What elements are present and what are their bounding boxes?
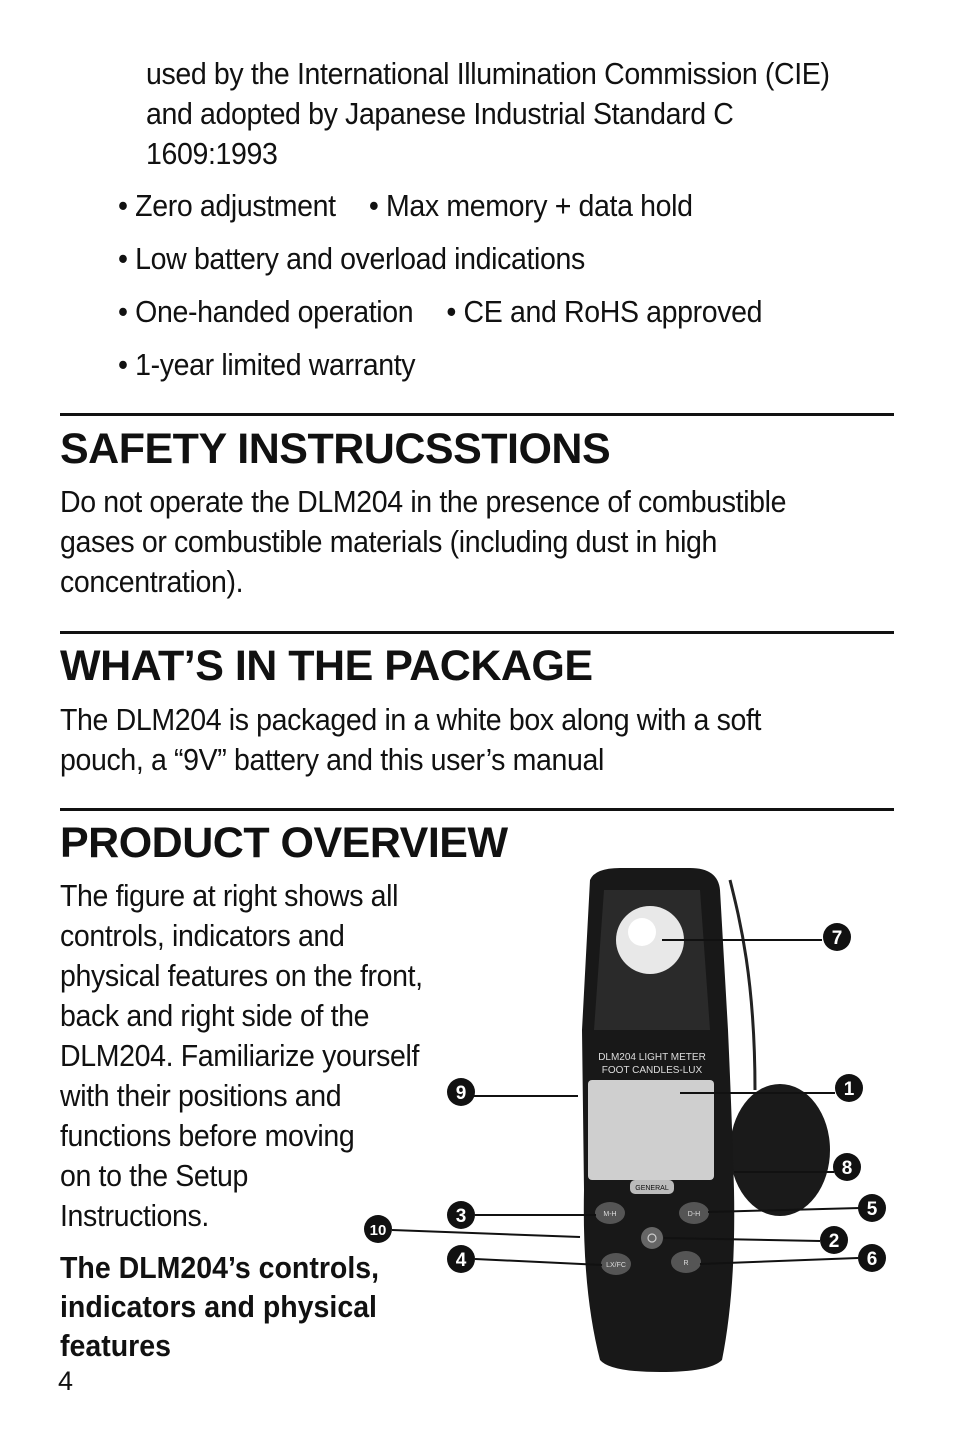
bullet-item: • One-handed operation xyxy=(118,294,414,329)
safety-line: Do not operate the DLM204 in the presence of combustible xyxy=(60,484,787,519)
package-paragraph xyxy=(60,700,870,780)
callout-6-label: 6 xyxy=(866,1249,878,1270)
callout-10-label: 10 xyxy=(369,1222,387,1239)
overview-line: DLM204. Familiarize yourself xyxy=(60,1038,420,1073)
caption-line: The DLM204’s controls, xyxy=(60,1250,380,1285)
button-lx-fc-label: LX/FC xyxy=(606,1262,626,1269)
overview-line: back and right side of the xyxy=(60,998,370,1033)
caption-line: indicators and physical xyxy=(60,1289,377,1324)
brand-label: GENERAL xyxy=(635,1185,669,1192)
callout-4-label: 4 xyxy=(455,1250,467,1271)
bullet-row xyxy=(118,186,909,239)
intro-line: 1609:1993 xyxy=(146,136,278,171)
callout-3-label: 3 xyxy=(455,1206,467,1227)
callout-3 xyxy=(447,1201,475,1229)
callout-7 xyxy=(823,923,851,951)
callout-1 xyxy=(835,1074,863,1102)
package-line: pouch, a “9V” battery and this user’s manual xyxy=(60,742,604,777)
caption-line: features xyxy=(60,1328,171,1363)
lcd-display xyxy=(588,1080,714,1180)
power-button[interactable] xyxy=(641,1227,663,1249)
bullet-item: • CE and RoHS approved xyxy=(446,294,763,329)
callout-2 xyxy=(820,1226,848,1254)
button-m-h-label: M-H xyxy=(603,1211,617,1218)
intro-line: used by the International Illumination Commission (CIE) xyxy=(146,56,830,91)
bullet-item: • Zero adjustment xyxy=(118,188,336,223)
overview-line: The figure at right shows all xyxy=(60,878,399,913)
package-heading: WHAT’S IN THE PACKAGE xyxy=(60,642,593,690)
safety-paragraph xyxy=(60,482,870,602)
callout-8-label: 8 xyxy=(841,1158,853,1179)
bullet-row xyxy=(118,345,909,398)
section-divider xyxy=(60,808,894,811)
callout-1-label: 1 xyxy=(843,1079,855,1100)
feature-bullets xyxy=(118,186,909,398)
intro-line: and adopted by Japanese Industrial Standard C xyxy=(146,96,734,131)
section-divider xyxy=(60,413,894,416)
overview-line: on to the Setup xyxy=(60,1158,248,1193)
callout-9 xyxy=(447,1078,475,1106)
device-label-2: FOOT CANDLES-LUX xyxy=(601,1065,703,1076)
section-divider xyxy=(60,631,894,634)
bullet-row xyxy=(118,239,909,292)
overview-line: functions before moving xyxy=(60,1118,355,1153)
button-r-label: R xyxy=(683,1260,689,1267)
bullet-row xyxy=(118,292,909,345)
callout-6 xyxy=(858,1244,886,1272)
bullet-item: • Max memory + data hold xyxy=(368,188,693,223)
sensor-cap xyxy=(730,1084,830,1216)
bullet-item: • Low battery and overload indications xyxy=(118,241,585,276)
safety-line: concentration). xyxy=(60,564,244,599)
overview-line: with their positions and xyxy=(60,1078,342,1113)
light-meter-figure xyxy=(360,860,900,1380)
safety-heading: SAFETY INSTRUCSSTIONS xyxy=(60,425,611,473)
lanyard-strap xyxy=(730,880,755,1090)
callout-5-label: 5 xyxy=(866,1199,878,1220)
callout-5 xyxy=(858,1194,886,1222)
overview-line: Instructions. xyxy=(60,1198,209,1233)
page-number: 4 xyxy=(58,1366,74,1396)
callout-9-label: 9 xyxy=(455,1083,467,1104)
callout-7-label: 7 xyxy=(831,928,843,949)
safety-line: gases or combustible materials (including dust in high xyxy=(60,524,718,559)
button-d-h-label: D-H xyxy=(687,1211,701,1218)
package-line: The DLM204 is packaged in a white box along with a soft xyxy=(60,702,762,737)
device-label-1: DLM204 LIGHT METER xyxy=(598,1052,706,1063)
callout-8 xyxy=(833,1153,861,1181)
sensor-highlight xyxy=(628,918,656,946)
bullet-item: • 1-year limited warranty xyxy=(118,347,416,382)
callout-2-label: 2 xyxy=(828,1231,840,1252)
callout-4 xyxy=(447,1245,475,1273)
overview-heading: PRODUCT OVERVIEW xyxy=(60,819,508,867)
callout-10 xyxy=(364,1215,392,1243)
overview-line: controls, indicators and xyxy=(60,918,345,953)
intro-continuation xyxy=(146,54,900,174)
overview-line: physical features on the front, xyxy=(60,958,423,993)
